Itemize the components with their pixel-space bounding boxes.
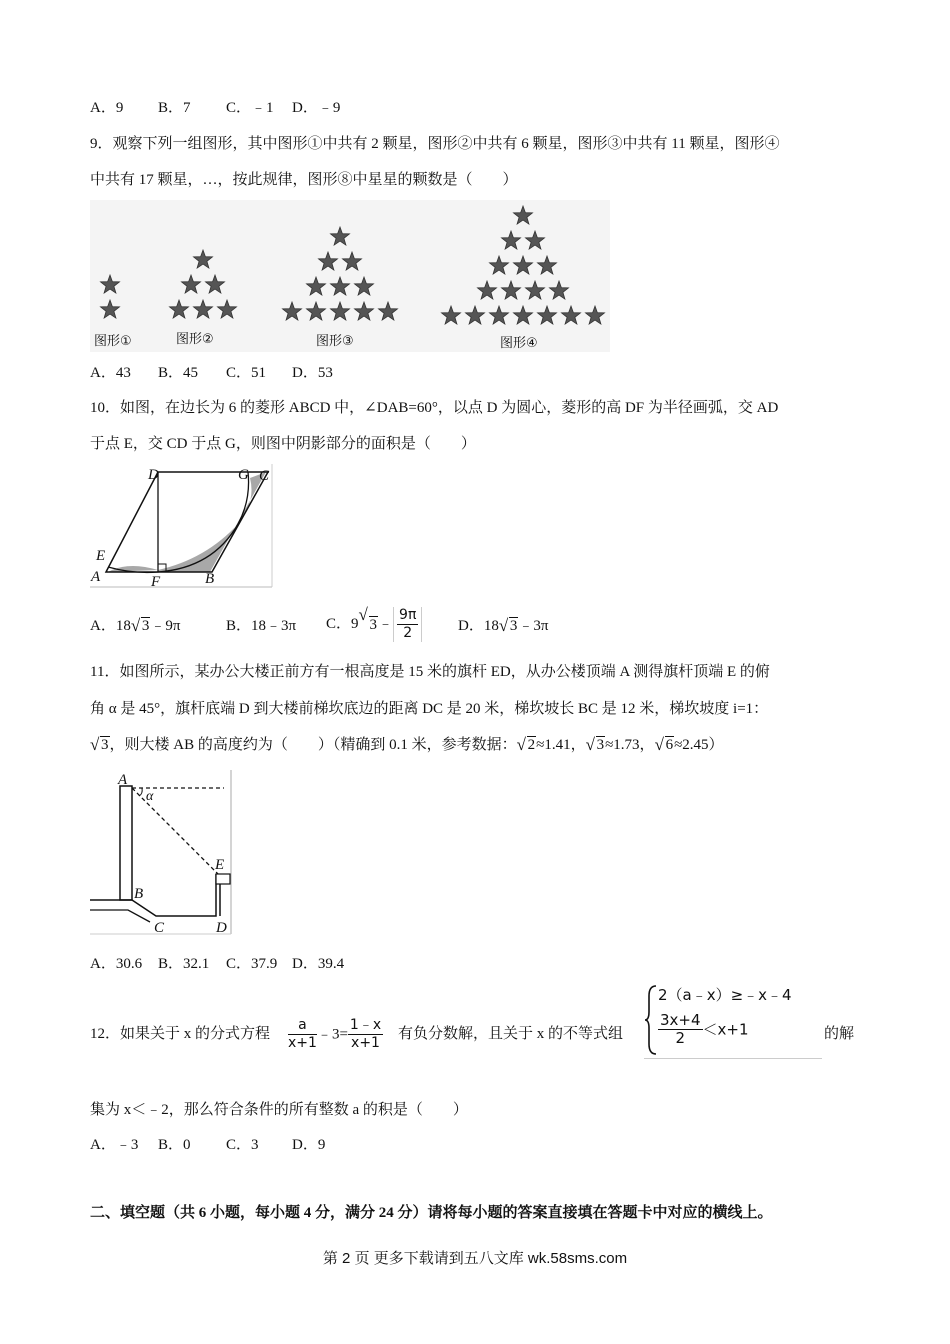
denominator: x+1 [288,1035,317,1052]
q8-option-c: C．﹣1 [226,100,274,116]
q9-text-line2: 中共有 17 颗星，…，按此规律，图形⑧中星星的颗数是（ ） [90,172,518,188]
building-ab [120,786,132,900]
sqrt-3: √ 3 [358,604,378,633]
q12-text-post: 有负分数解，且关于 x 的不等式组 [398,1026,624,1042]
q12-text-pre: 12．如果关于 x 的分式方程 [90,1026,271,1042]
denominator: x+1 [351,1035,380,1052]
fraction-3x4-over-2 [658,1012,703,1047]
star-icon [182,275,201,293]
q9-option-d: D．53 [292,365,333,381]
numerator: 3x+4 [660,1011,701,1029]
ref-value-1: ≈1.41， [536,737,586,753]
q12-equation [288,1014,383,1055]
star-icon [355,277,374,295]
radicand: 3 [509,618,518,634]
numerator: 1﹣x [349,1017,382,1034]
star-icon [379,302,398,320]
q12-option-d: D．9 [292,1137,326,1153]
inequality-2-rel: ＜x+1 [702,1020,749,1039]
q11-option-a: A．30.6 [90,956,143,972]
shaded-region-right [158,472,266,572]
star-icon [514,306,533,324]
option-c-coef: C．9 [326,616,359,632]
sqrt-3: √ 3 [130,616,150,635]
sqrt-3: √ 3 [90,735,109,754]
rhombus-figure [88,464,274,590]
q11-text-line3 [90,735,724,755]
numerator: a [288,1017,317,1035]
label-d: D [216,920,227,936]
denominator: 2 [675,1029,686,1047]
rhombus-svg [88,464,274,590]
option-c-minus: ﹣ [378,616,394,632]
section-2-heading: 二、填空题（共 6 小题，每小题 4 分，满分 24 分）请将每小题的答案直接填在答题卡中对应的横线上。 [90,1205,773,1221]
q11-option-b: B．32.1 [158,956,210,972]
radicand: 6 [665,737,674,753]
star-icon [502,281,521,299]
star-icon [442,306,461,324]
label-d: D [148,467,159,483]
radicand: 3 [369,616,378,633]
q12-text-line2: 集为 x＜﹣2，那么符合条件的所有整数 a 的积是（ ） [90,1102,468,1118]
star-icon [586,306,605,324]
radicand: 3 [141,618,150,634]
option-a-coef: A．18 [90,618,131,634]
sqrt-3: √ 3 [585,735,605,754]
caption-figure-1: 图形① [94,334,132,349]
q12-option-a: A．﹣3 [90,1137,139,1153]
q10-text-line2: 于点 E，交 CD 于点 G，则图中阴影部分的面积是（ ） [90,436,476,452]
label-alpha: α [146,789,154,804]
star-icon [283,302,302,320]
q8-option-b: B．7 [158,100,191,116]
arc-eg [108,472,249,572]
star-icon [526,281,545,299]
q9-option-c: C．51 [226,365,267,381]
star-icon [502,231,521,249]
label-e: E [96,548,106,564]
q10-option-b: B．18﹣3π [226,618,297,634]
label-g: G [238,467,249,483]
label-c: C [259,468,270,484]
radicand: 3 [101,737,109,753]
q12-option-b: B．0 [158,1137,191,1153]
star-icon [514,206,533,224]
fraction-9pi-over-2 [393,607,422,642]
star-icon [526,231,545,249]
q11-text-line1: 11．如图所示，某办公大楼正前方有一根高度是 15 米的旗杆 ED，从办公楼顶端 A 测得旗杆顶端 E 的俯 [90,664,770,680]
q12-text-tail: 的解 [824,1026,855,1042]
q9-option-a: A．43 [90,365,131,381]
star-icon [206,275,225,293]
star-icon [562,306,581,324]
ref-value-2: ≈1.73， [605,737,655,753]
radicand: 2 [527,737,536,753]
building-figure [88,770,234,936]
building-svg [88,770,234,936]
slope-lower-edge [90,910,150,922]
star-icon [319,252,338,270]
denominator: 2 [403,625,413,642]
sqrt-2: √ 2 [516,735,536,754]
q11-option-d: D．39.4 [292,956,345,972]
star-icon [538,256,557,274]
q11-option-c: C．37.9 [226,956,278,972]
star-icon [550,281,569,299]
star-icon [101,275,120,293]
label-b: B [134,886,144,902]
label-b: B [205,571,215,587]
page-footer: 第 2 页 更多下载请到五八文库 wk.58sms.com [322,1250,628,1267]
star-pattern-figure [90,200,610,352]
star-icon [194,300,213,318]
q12-option-c: C．3 [226,1137,259,1153]
star-icon [331,227,350,245]
label-c: C [154,920,165,936]
star-icon [170,300,189,318]
q10-option-c [326,604,422,645]
star-icon [478,281,497,299]
equation-middle: ﹣3= [316,1026,348,1043]
star-icon [331,277,350,295]
star-icon [218,300,237,318]
fraction-1mx-over-x1 [348,1017,383,1052]
star-icon [307,277,326,295]
caption-figure-4: 图形④ [500,336,538,351]
q11-text-line2: 角 α 是 45°，旗杆底端 D 到大楼前梯坎底边的距离 DC 是 20 米，梯坎坡长 BC 是 12 米，梯坎坡度 i=1： [90,701,769,717]
star-icon [355,302,374,320]
caption-figure-2: 图形② [176,332,214,347]
q8-option-a: A．9 [90,100,124,116]
inequality-1: 2（a﹣x）≥﹣x﹣4 [658,986,792,1004]
q10-text-line1: 10．如图，在边长为 6 的菱形 ABCD 中，∠DAB=60°，以点 D 为圆心，菱形的高 DF 为半径画弧，交 AD [90,400,779,416]
ref-value-3: ≈2.45） [674,737,724,753]
star-icon [490,256,509,274]
numerator: 9π [399,607,417,624]
q9-text-line1: 9．观察下列一组图形，其中图形①中共有 2 颗星，图形②中共有 6 颗星，图形③中共有 11 颗星，图形④ [90,136,780,152]
q11-line3-body: ，则大楼 AB 的高度约为（ ）（精确到 0.1 米，参考数据： [109,737,517,753]
flag [216,874,230,884]
q10-option-a [90,616,180,636]
inequality-system [644,982,822,1059]
star-icon [538,306,557,324]
star-icon [307,302,326,320]
label-a: A [118,772,128,788]
radicand: 3 [596,737,605,753]
q10-option-d [458,616,548,636]
option-a-tail: ﹣9π [150,618,181,634]
q8-option-d: D．﹣9 [292,100,341,116]
star-icon [466,306,485,324]
label-f: F [151,574,161,590]
star-icon [194,250,213,268]
option-d-tail: ﹣3π [518,618,549,634]
sqrt-6: √ 6 [654,735,674,754]
star-icon [514,256,533,274]
label-e: E [215,857,225,873]
rhombus-outline [106,472,268,572]
inequality-2 [658,1012,749,1047]
star-icon [331,302,350,320]
star-icon [490,306,509,324]
fraction-a-over-x1 [288,1017,317,1052]
star-icon [101,300,120,318]
sqrt-3: √ 3 [498,616,518,635]
q9-option-b: B．45 [158,365,199,381]
sight-line-ae [132,788,218,874]
caption-figure-3: 图形③ [316,334,354,349]
label-a: A [91,569,101,585]
option-d-coef: D．18 [458,618,499,634]
star-icon [343,252,362,270]
brace-icon [644,982,658,1058]
